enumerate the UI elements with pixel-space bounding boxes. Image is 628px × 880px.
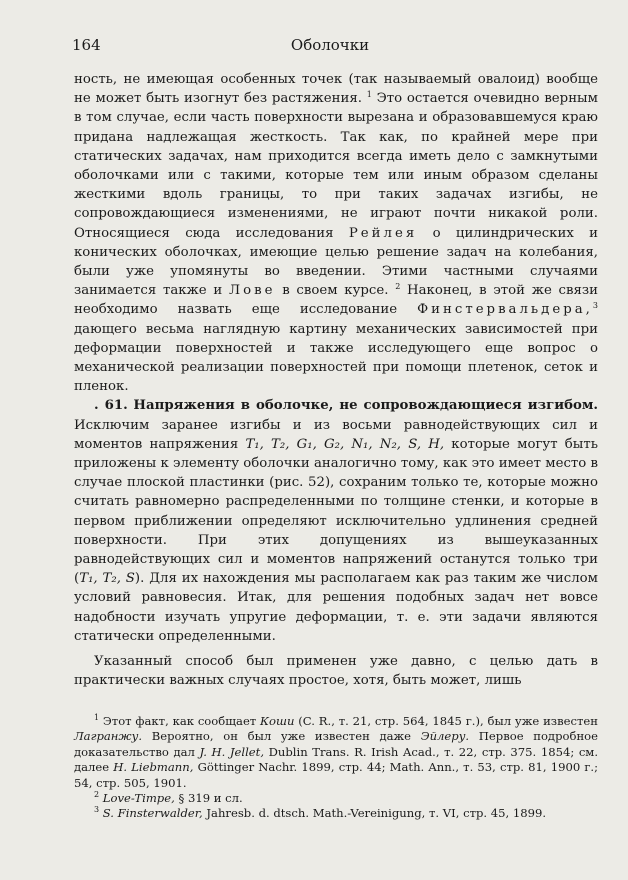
text-span: (C. R., т. 21, стр. 564, 1845 г.), был уже известен	[298, 714, 598, 728]
footnotes	[74, 714, 598, 822]
text-span: Это остается очевидно верным в том случае, если часть поверхности вырезана и образовавшемуся краю придана надлежащая жесткость. Так как, по крайней мере при статических задачах, нам приходится всегда иметь дело с замкнутыми оболочками или с такими, которые тем или иным образом сделаны жесткими вдоль границы, то при таких задачах изгибы, не сопровождающиеся изменениями, не играют почти никакой роли. Относящиеся сюда исследования	[74, 91, 598, 241]
footnote-2	[74, 791, 598, 806]
author-name-rayleigh: Рейлея	[348, 225, 418, 241]
footnote-3	[74, 806, 598, 821]
footnote-mark: 1	[94, 713, 100, 722]
text-span: Исключим заранее изгибы и из восьми равнодействующих сил и моментов напряжения	[74, 417, 598, 452]
running-title: Оболочки	[290, 36, 370, 54]
cited-name: Эйлеру.	[420, 729, 470, 744]
text-span: § 319 и сл.	[178, 791, 243, 806]
cited-name: Лагранжу.	[74, 729, 143, 744]
section-paragraph	[74, 396, 598, 646]
text-span: Вероятно, он был уже известен даже	[151, 729, 412, 744]
cited-name: Коши	[260, 714, 295, 728]
variable-list-short: T₁, T₂, S	[79, 571, 135, 587]
text-span: Dublin Trans. R. Irish Acad., т. 22, стр. 375. 1854; см. далее	[74, 744, 599, 775]
text-span: в своем курсе.	[282, 283, 389, 299]
cited-name: J. H. Jellet,	[199, 744, 265, 759]
page-header	[72, 36, 588, 56]
footnote-mark: 3	[94, 805, 100, 815]
section-number: . 61.	[94, 398, 128, 414]
footnote-ref-1: 1	[366, 90, 372, 100]
cited-name: Love-Timpe,	[102, 791, 175, 806]
text-span: дающего весьма наглядную картину механических зависимостей при деформации поверхностей и также исследующего еще вопрос о механической реализации поверхностей при помощи плетенок, сеток и пленок.	[74, 321, 598, 395]
text-span: Göttinger Nachr. 1899, стр. 44; Math. Ann., т. 53, стр. 81, 1900 г.; 54, стр. 505, 1901.	[74, 760, 599, 790]
text-span: Наконец, в этой же связи необходимо назвать еще исследование	[74, 283, 598, 318]
cited-name: S. Finsterwalder,	[102, 806, 203, 821]
footnote-ref-2: 2	[395, 282, 401, 292]
main-text	[74, 70, 598, 691]
section-title: Напряжения в оболочке, не сопровождающиеся изгибом.	[133, 398, 598, 414]
author-name-love: Лове	[228, 283, 276, 299]
paragraph-continued	[74, 70, 598, 396]
paragraph: Указанный способ был применен уже давно, с целью дать в практически важных случаях простое, хотя, быть может, лишь	[74, 654, 598, 689]
text-span: Первое подробное доказательство дал	[74, 729, 599, 759]
text-span: которые могут быть приложены к элементу оболочки аналогично тому, как это имеет место в случае плоской пластинки (рис. 52), сохраним только те, которые можно считать равномерно распределенными по толщине стенки, и которые в первом приближении определяют исключительно удлинения средней поверхности. При этих допущениях из вышеуказанных равнодействующих сил и моментов напряжений останутся только три (	[74, 436, 598, 587]
cited-name: H. Liebmann,	[113, 760, 194, 775]
author-name-finsterwalder: Финстервальдера,	[417, 302, 593, 318]
page-number: 164	[72, 36, 101, 54]
variable-list: T₁, T₂, G₁, G₂, N₁, N₂, S, H,	[245, 436, 445, 452]
text-span: ). Для их нахождения мы располагаем как раз таким же числом условий равновесия. Итак, для решения подобных задач нет вовсе надобности изучать упругие деформации, т. е. эти задачи являются статически определенными.	[74, 571, 598, 644]
footnote-mark: 2	[94, 790, 100, 800]
text-span: ность, не имеющая особенных точек (так называемый овалоид) вообще не может быть изогнут без растяжения.	[74, 72, 598, 107]
text-span: Jahresb. d. dtsch. Math.-Vereinigung, т. VI, стр. 45, 1899.	[206, 806, 547, 821]
footnote-ref-3: 3	[592, 301, 598, 311]
text-span: Этот факт, как сообщает	[102, 714, 257, 728]
footnote-1	[74, 714, 598, 791]
text-span: о цилиндрических и конических оболочках, имеющие целью решение задач на колебания, были уже упомянуты во введении. Этими частными случаями занимается также и	[74, 225, 599, 299]
